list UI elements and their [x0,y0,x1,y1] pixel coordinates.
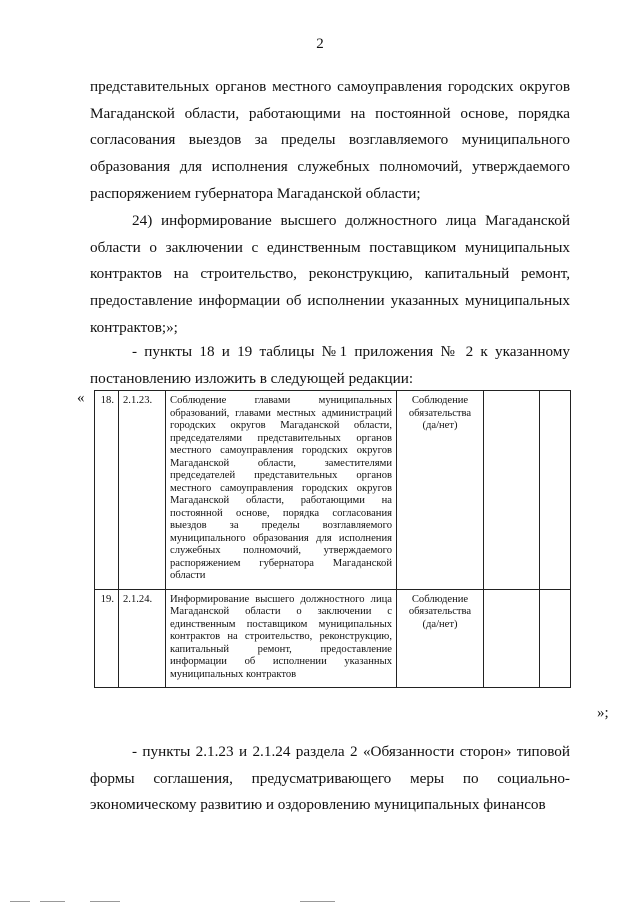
clause-description: Соблюдение главами муниципальных образований, главами местных администраций городских округов Магаданской области, председателями представительных органов местного самоуправления городских округов Магаданской области, заместителями председателей представительных органов местного самоуправления городских округов Магаданской области, работающими на постоянной основе, порядка согласования выездов за пределы возглавляемого муниципального образования для исполнения служебных полномочий, утверждаемого распоряжением губернатора Магаданской области [166,391,397,590]
clause-criterion: Соблюдение обязательства (да/нет) [397,589,484,688]
scan-mark [300,901,335,902]
paragraph-continuation [90,74,570,208]
page-number: 2 [316,36,324,52]
scan-mark [90,901,120,902]
empty-cell [540,391,571,590]
row-number: 18. [95,391,119,590]
scan-mark [10,901,30,902]
paragraph-text: представительных органов местного самоуправления городских округов Магаданской области, работающими на постоянной основе, порядка согласования выездов за пределы возглавляемого муниципального образования для исполнения служебных полномочий, утверждаемого распоряжением губернатора Магаданской области; [90,78,570,202]
clause-code: 2.1.23. [119,391,166,590]
row-number: 19. [95,589,119,688]
paragraph-text: - пункты 2.1.23 и 2.1.24 раздела 2 «Обязанности сторон» типовой формы соглашения, предусматривающего меры по социально-экономическому развитию и оздоровлению муниципальных финансов [90,743,570,814]
opening-quote: « [77,390,85,406]
amendment-table [94,390,571,688]
empty-cell [540,589,571,688]
empty-cell [484,589,540,688]
paragraph-table-intro [90,339,570,392]
clause-description: Информирование высшего должностного лица Магаданской области о заключении с единственным поставщиком муниципальных контрактов на строительство, реконструкцию, капитальный ремонт, предоставление информации об исполнении указанных муниципальных контрактов [166,589,397,688]
paragraph-item-24 [90,208,570,342]
footer-scan-marks [0,897,640,905]
table-row [95,391,571,590]
table-row [95,589,571,688]
paragraph-text: - пункты 18 и 19 таблицы №1 приложения № 2 к указанному постановлению изложить в следующей редакции: [90,343,570,387]
paragraph-clauses [90,739,570,819]
closing-quote: »; [597,705,609,721]
clause-criterion: Соблюдение обязательства (да/нет) [397,391,484,590]
clause-code: 2.1.24. [119,589,166,688]
scan-mark [40,901,65,902]
paragraph-text: 24) информирование высшего должностного лица Магаданской области о заключении с единственным поставщиком муниципальных контрактов на строительство, реконструкцию, капитальный ремонт, предоставление информации об исполнении указанных муниципальных контрактов;»; [90,212,570,336]
empty-cell [484,391,540,590]
